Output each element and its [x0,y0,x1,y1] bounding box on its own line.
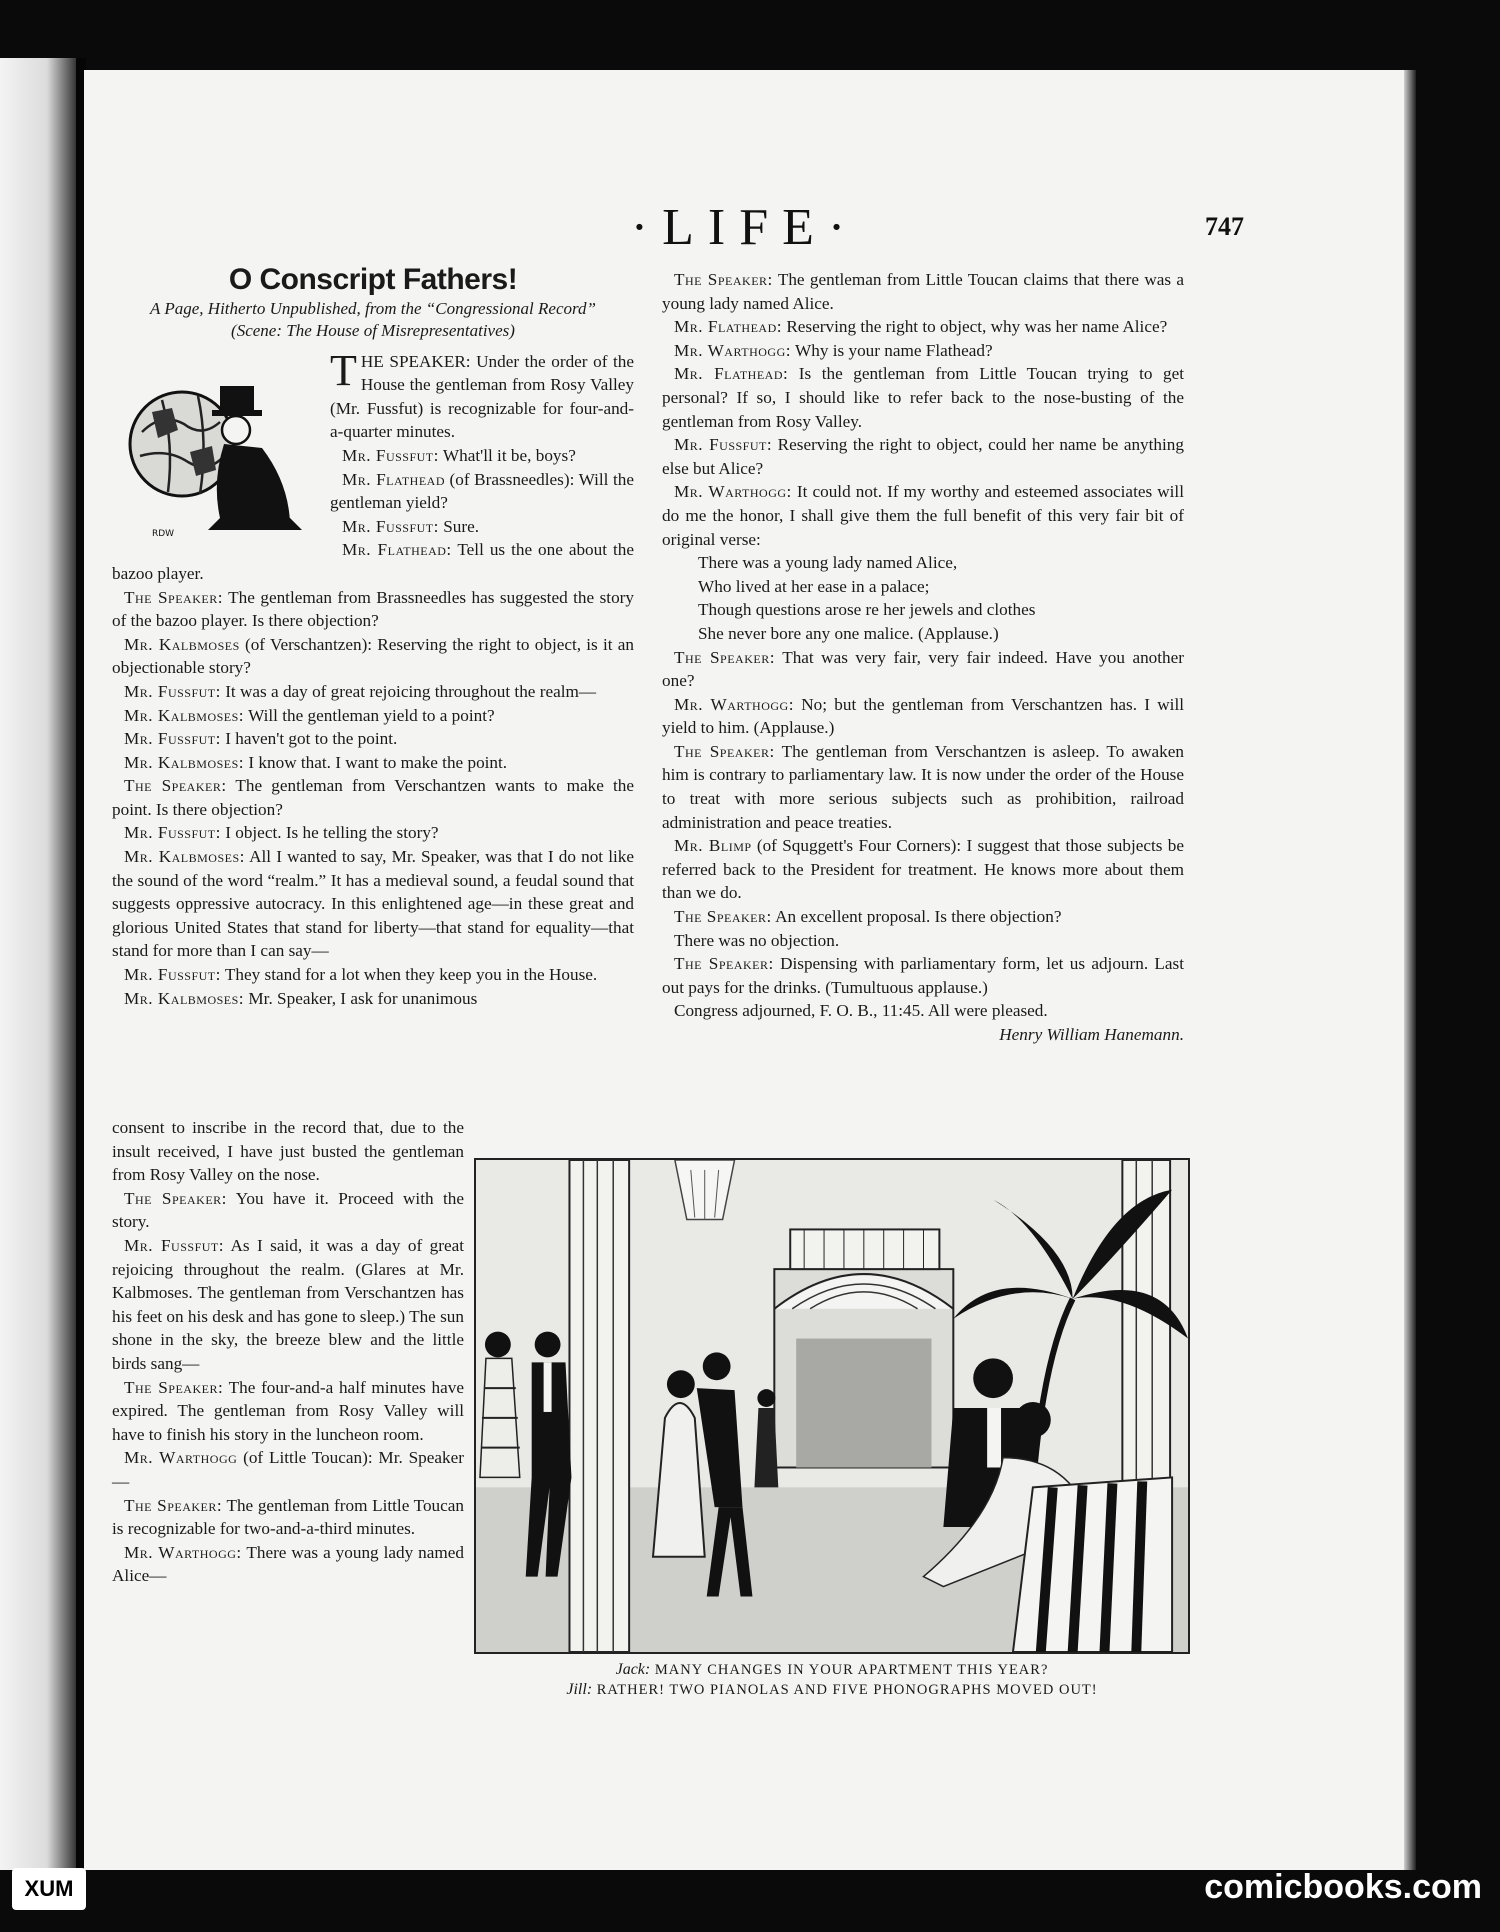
speaker-name: The Speaker: [124,1495,223,1515]
article-paragraph [112,586,634,633]
speech-text: (of Verschantzen): Reserving the right to object, is it an objectionable story? [112,634,634,678]
facing-page-edge [0,58,78,1870]
article-paragraph [112,987,634,1011]
speech-text: Reserving the right to object, could her name be anything else but Alice? [662,435,1184,478]
speech-text: Why is your name Flathead? [791,340,993,360]
speaker-name: The Speaker: [124,1188,227,1208]
svg-text:RDW: RDW [152,528,175,538]
article-paragraph [112,821,634,845]
article-paragraph [112,1446,464,1493]
speech-text: Tell us the one about the bazoo player. [112,540,634,583]
speech-text: consent to inscribe in the record that, due to the insult received, I have just busted the gentleman from Rosy Valley on the nose. [112,1118,464,1185]
speech-text: (of Brassneedles): Will the gentleman yield? [330,469,634,513]
speaker-name: Mr. Fussfut: [124,681,221,701]
speaker-name: Mr. Fussfut: [674,435,773,455]
ballroom-illustration [474,1158,1190,1654]
speech-text: An excellent proposal. Is there objection? [771,907,1062,927]
article-paragraph [662,646,1184,693]
speech-text: No; but the gentleman from Verschantzen has. I will yield to him. (Applause.) [662,694,1185,738]
speaker-name: Mr. Warthogg: [674,482,792,502]
article-paragraph [662,740,1184,834]
speaker-name: The Speaker: [674,647,775,667]
caption-line-2 [474,1680,1190,1700]
speaker-name: Mr. Fussfut: [342,516,439,536]
speaker-name: Mr. Kalbmoses: [124,752,245,772]
speech-text: There was a young lady named Alice— [112,1542,464,1586]
article-paragraph [662,315,1184,339]
speaker-name: The Speaker: [124,776,227,796]
page-edge-shadow [1404,70,1416,1870]
speaker-name: Mr. Warthogg: [124,1542,242,1562]
article-paragraph [112,680,634,704]
speech-text: The four-and-a half minutes have expired. The gentleman from Rosy Valley will have to finish his story in the luncheon room. [112,1377,464,1444]
verse-line: She never bore any one malice. (Applause.) [698,623,999,643]
speaker-name: Mr. Fussfut: [124,1235,225,1255]
page-number: 747 [1205,212,1244,241]
scan-badge: XUM [12,1868,86,1910]
speaker-name: The Speaker: [674,954,774,974]
article-paragraph [662,480,1184,551]
speaker-name: The Speaker: [674,270,773,289]
speech-text: The gentleman from Verschantzen is asleep. To awaken him is contrary to parliamentary law. It is now under the order of the House to treat with more serious subjects such as prohibition, railroad administration and peace treaties. [662,741,1184,832]
speech-text: All I wanted to say, Mr. Speaker, was that I do not like the sound of the word “realm.” It has a medieval sound, a feudal sound that suggests oppressive autocracy. In this enlightened age—in these great and glorious United States that stand for liberty—that stand for equality—that stand for more than I can say— [112,847,634,961]
article-scene: (Scene: The House of Misrepresentatives) [231,320,515,340]
speech-text: The gentleman from Verschantzen wants to make the point. Is there objection? [112,776,634,819]
article-bottom-left-column [112,1116,464,1588]
speech-text: The gentleman from Little Toucan claims that there was a young lady named Alice. [662,270,1185,313]
article-paragraph [662,905,1184,929]
watermark-text: comicbooks.com [1204,1868,1482,1906]
speech-text: It could not. If my worthy and esteemed associates will do me the honor, I shall give them the full benefit of this very fair bit of original verse: [662,482,1184,549]
opening-paragraph: HE SPEAKER: Under the order of the House the gentleman from Rosy Valley (Mr. Fussfut) is recognizable for four-and-a-quarter minutes. [330,351,634,442]
article-paragraph [112,1187,464,1234]
verse-line: There was a young lady named Alice, [698,553,958,573]
speaker-name: Mr. Kalbmoses: [124,705,245,725]
article-paragraph [662,362,1184,433]
article-paragraph [112,1541,464,1588]
speaker-name: Mr. Flathead: [674,317,783,337]
speaker-name: Mr. Fussfut: [124,823,221,843]
speaker-name: Mr. Warthogg: [674,694,794,714]
article-left-column [112,263,634,1010]
speech-text: I haven't got to the point. [220,729,398,749]
illustration-caption [474,1660,1190,1700]
speaker-name: Mr. Warthogg [124,1448,238,1468]
article-paragraph [662,929,1184,953]
article-paragraph [112,538,634,585]
caption-text-2: RATHER! TWO PIANOLAS AND FIVE PHONOGRAPHS MOVED OUT! [596,1682,1098,1698]
article-paragraph [112,963,634,987]
article-paragraph [662,834,1184,905]
speech-text: The gentleman from Little Toucan is recognizable for two-and-a-third minutes. [112,1495,464,1539]
speaker-name: Mr. Flathead: [342,540,452,560]
article-paragraph [112,1234,464,1376]
speaker-name: The Speaker: [674,907,772,927]
article-paragraph [662,693,1184,740]
verse-block [662,551,1184,645]
speaker-name: The Speaker: [674,741,775,761]
speaker-name: Mr. Blimp [674,836,752,856]
speaker-name: Mr. Flathead [342,469,446,489]
globe-cartoon-image [112,352,320,538]
article-paragraph [112,1494,464,1541]
speech-text: They stand for a lot when they keep you in the House. [220,965,598,985]
masthead: ·LIFE· [630,199,860,256]
article-paragraph [112,704,634,728]
article-paragraph [662,952,1184,999]
article-paragraph [662,268,1184,315]
speech-text: There was no objection. [674,930,840,950]
article-paragraph [662,999,1184,1023]
article-paragraph [112,1376,464,1447]
article-paragraph [112,633,634,680]
caption-text-1: MANY CHANGES IN YOUR APARTMENT THIS YEAR? [654,1662,1049,1678]
article-paragraph [112,845,634,963]
article-paragraph [662,339,1184,363]
speaker-name: Mr. Warthogg: [674,340,792,360]
speech-text: Will the gentleman yield to a point? [244,705,495,725]
speaker-name: Mr. Flathead: [674,364,789,384]
article-paragraph [112,774,634,821]
speaker-name: Mr. Fussfut: [124,729,221,749]
speech-text: I object. Is he telling the story? [220,823,439,843]
speech-text: Dispensing with parliamentary form, let us adjourn. Last out pays for the drinks. (Tumultuous applause.) [662,954,1184,997]
caption-line-1 [474,1660,1190,1680]
speaker-name: Mr. Kalbmoses: [124,847,245,867]
speech-text: What'll it be, boys? [438,445,576,465]
author-signature: Henry William Hanemann. [999,1025,1184,1044]
speaker-name: The Speaker: [124,587,223,607]
speech-text: It was a day of great rejoicing throughout the realm— [220,681,597,701]
speech-text: As I said, it was a day of great rejoicing throughout the realm. (Glares at Mr. Kalbmoses. The gentleman from Verschantzen has his feet on his desk and has gone to sleep.) The sun shone in the sky, the breeze blew and the little birds sang— [112,1235,464,1373]
drop-cap: T [330,345,357,395]
speech-text: Congress adjourned, F. O. B., 11:45. All were pleased. [674,1001,1048,1021]
article-title: O Conscript Fathers! [228,263,518,296]
article-right-column [662,268,1184,1047]
caption-speaker-jill: Jill: [566,1681,593,1698]
speech-text: I know that. I want to make the point. [244,752,508,772]
speech-text: The gentleman from Brassneedles has suggested the story of the bazoo player. Is there objection? [112,587,634,631]
magazine-page [84,70,1406,1870]
speech-text: (of Squggett's Four Corners): I suggest that those subjects be referred back to the President for treatment. He knows more about them than we do. [662,836,1185,903]
speech-text: Sure. [438,516,480,536]
article-paragraph [662,433,1184,480]
speech-text: (of Little Toucan): Mr. Speaker— [112,1448,464,1491]
speech-text: You have it. Proceed with the story. [112,1188,464,1232]
article-subtitle: A Page, Hitherto Unpublished, from the “Congressional Record” [150,298,596,318]
speech-text: That was very fair, very fair indeed. Have you another one? [662,647,1184,691]
speaker-name: Mr. Fussfut: [124,965,221,985]
speaker-name: The Speaker: [124,1377,224,1397]
speaker-name: Mr. Kalbmoses: [124,988,245,1008]
speaker-name: Mr. Kalbmoses [124,634,240,654]
speech-text: Reserving the right to object, why was her name Alice? [782,317,1168,337]
speaker-name: Mr. Fussfut: [342,445,439,465]
article-paragraph [112,1116,464,1187]
article-paragraph [112,727,634,751]
speech-text: Mr. Speaker, I ask for unanimous [244,988,478,1008]
verse-line: Who lived at her ease in a palace; [698,576,930,596]
caption-speaker-jack: Jack: [615,1661,651,1678]
speech-text: Is the gentleman from Little Toucan trying to get personal? If so, I should like to refer back to the nose-busting of the gentleman from Rosy Valley. [662,364,1184,431]
article-paragraph [112,751,634,775]
verse-line: Though questions arose re her jewels and clothes [698,600,1036,620]
